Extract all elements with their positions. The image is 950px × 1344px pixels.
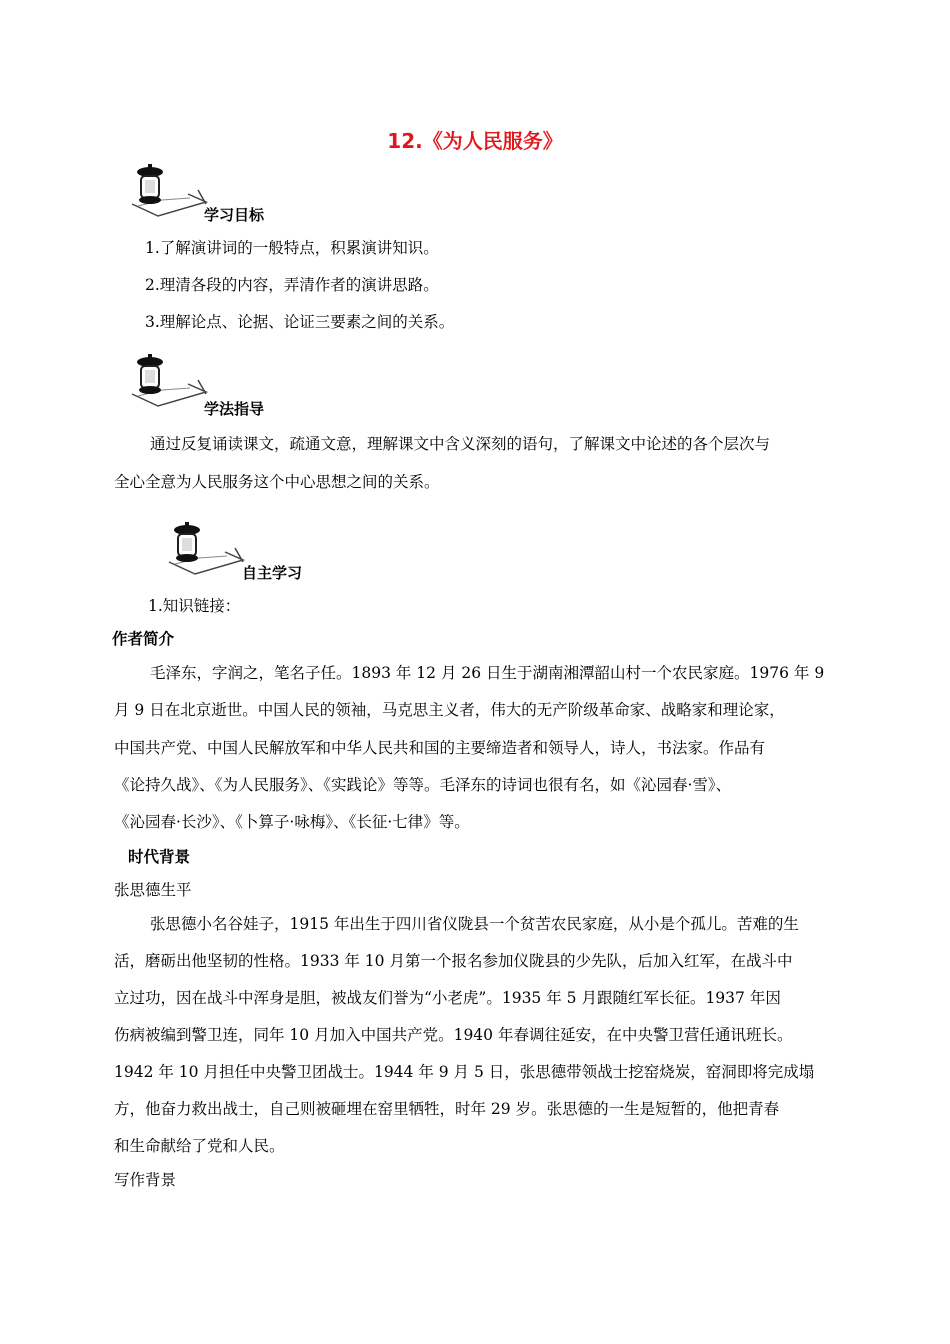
- biography-text-line: 和生命献给了党和人民。: [114, 1137, 285, 1155]
- lantern-book-icon: [128, 160, 210, 222]
- lantern-book-icon: [165, 518, 247, 580]
- lantern-book-icon: [128, 350, 210, 412]
- biography-text-line: 活，磨砺出他坚韧的性格。1933 年 10 月第一个报名参加仪陇县的少先队，后加入红军，在战斗中: [114, 952, 793, 970]
- biography-text-line: 1942 年 10 月担任中央警卫团战士。1944 年 9 月 5 日，张思德带领战士挖窑烧炭，窑洞即将完成塌: [114, 1063, 815, 1081]
- author-text-line: 《论持久战》、《为人民服务》、《实践论》等等。毛泽东的诗词也很有名，如《沁园春·雪》、: [114, 776, 732, 794]
- author-text-line: 中国共产党、中国人民解放军和中华人民共和国的主要缔造者和领导人，诗人，书法家。作品有: [114, 739, 766, 757]
- author-text-line: 毛泽东，字润之，笔名子任。1893 年 12 月 26 日生于湖南湘潭韶山村一个农民家庭。1976 年 9: [150, 664, 825, 682]
- biography-text-line: 方，他奋力救出战士，自己则被砸埋在窑里牺牲，时年 29 岁。张思德的一生是短暂的，他把青春: [114, 1100, 780, 1118]
- method-text-line: 通过反复诵读课文，疏通文意，理解课文中含义深刻的语句，了解课文中论述的各个层次与: [150, 435, 771, 453]
- biography-text-line: 立过功，因在战斗中浑身是胆，被战友们誉为“小老虎”。1935 年 5 月跟随红军长征。1937 年因: [114, 989, 781, 1007]
- background-heading: 时代背景: [128, 848, 191, 866]
- biography-text-line: 伤病被编到警卫连，同年 10 月加入中国共产党。1940 年春调往延安，在中央警卫营任通讯班长。: [114, 1026, 793, 1044]
- page-title: 12.《为人民服务》: [387, 129, 563, 153]
- writing-background-heading: 写作背景: [114, 1171, 177, 1189]
- author-text-line: 月 9 日在北京逝世。中国人民的领袖，马克思主义者，伟大的无产阶级革命家、战略家和理论家，: [114, 701, 785, 719]
- goal-item: 3.理解论点、论据、论证三要素之间的关系。: [145, 313, 455, 331]
- section-heading-self-study: 自主学习: [242, 564, 303, 582]
- goal-item: 1.了解演讲词的一般特点，积累演讲知识。: [145, 239, 439, 257]
- knowledge-link-label: 1.知识链接：: [148, 597, 241, 615]
- section-heading-goals: 学习目标: [204, 206, 265, 224]
- method-text-line: 全心全意为人民服务这个中心思想之间的关系。: [114, 473, 440, 491]
- biography-subheading: 张思德生平: [114, 881, 192, 899]
- author-text-line: 《沁园春·长沙》、《卜算子·咏梅》、《长征·七律》等。: [114, 813, 470, 831]
- author-heading: 作者简介: [112, 630, 175, 648]
- biography-text-line: 张思德小名谷娃子，1915 年出生于四川省仪陇县一个贫苦农民家庭，从小是个孤儿。苦难的生: [150, 915, 799, 933]
- section-heading-method: 学法指导: [204, 400, 265, 418]
- goal-item: 2.理清各段的内容，弄清作者的演讲思路。: [145, 276, 439, 294]
